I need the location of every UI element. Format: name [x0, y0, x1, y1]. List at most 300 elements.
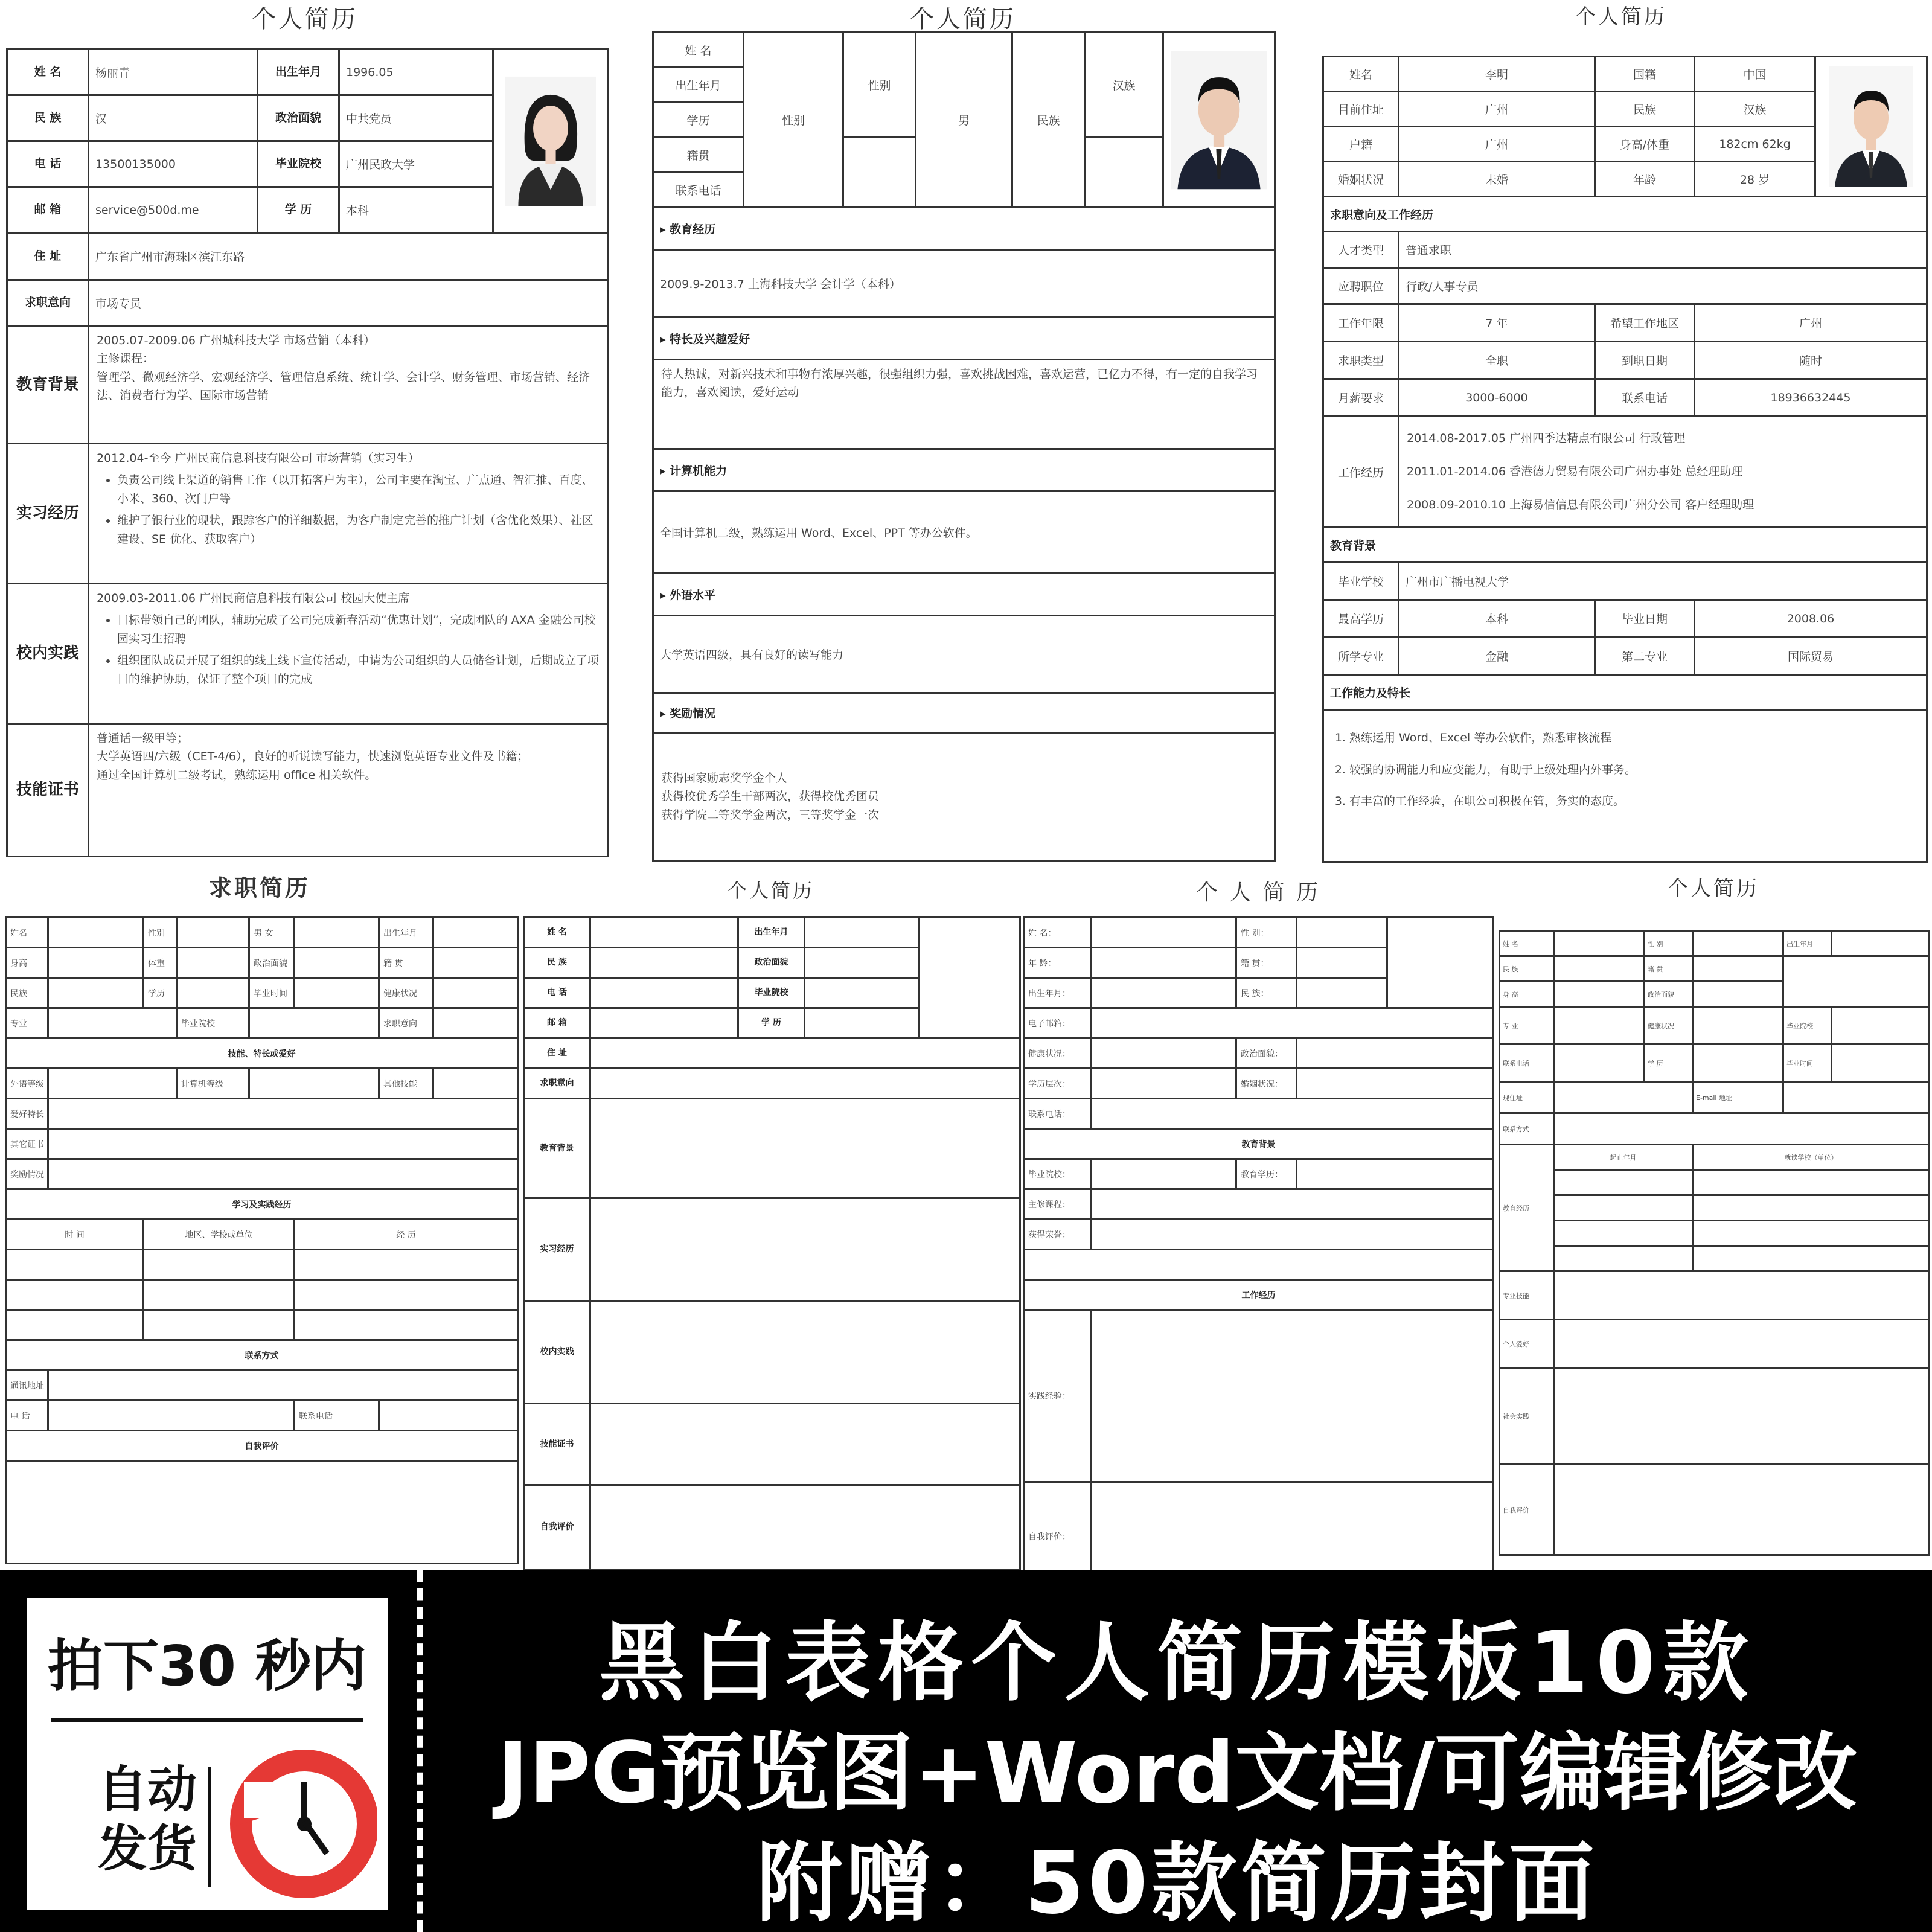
campus-heading: 2009.03-2011.06 广州民商信息科技有限公司 校园大使主席	[97, 592, 410, 605]
hobby-label: 个人爱好	[1500, 1320, 1554, 1368]
empty-cell	[1554, 1113, 1930, 1145]
resume-table	[5, 916, 519, 1564]
hobby-label: 爱好特长	[6, 1099, 48, 1129]
marital-label: 婚姻状况	[1323, 162, 1399, 197]
practice-label: 实践经验：	[1024, 1310, 1092, 1482]
male-avatar-photo	[1829, 66, 1913, 187]
height-weight-value: 182cm 62kg	[1695, 127, 1815, 162]
empty-cell	[590, 1069, 1020, 1099]
female-avatar-photo	[505, 72, 596, 211]
badge-headline: 拍下30 秒内	[47, 1634, 367, 1698]
contact-label: 联系电话	[653, 173, 744, 208]
empty-cell	[1092, 1220, 1494, 1250]
empty-cell	[295, 948, 379, 978]
name-label: 姓 名	[1500, 931, 1554, 956]
birth-label: 出生年月	[1783, 931, 1832, 956]
party-label: 政治面貌	[1645, 982, 1693, 1007]
template-title: 个人简历	[252, 5, 358, 33]
empty-cell	[1783, 1082, 1930, 1113]
marital-value: 未婚	[1399, 162, 1595, 197]
party-label: 政治面貌	[738, 948, 805, 978]
education-title-text: 教育经历	[670, 223, 716, 236]
empty-cell	[590, 978, 738, 1008]
courses-label: 主修课程：	[1024, 1189, 1092, 1220]
empty-cell	[433, 978, 518, 1008]
major-label: 所学专业	[1323, 638, 1399, 675]
arrive-label: 到职日期	[1595, 342, 1695, 379]
award-line: 获得校优秀学生干部两次，获得校优秀团员	[661, 790, 880, 804]
degree-label: 学 历	[738, 1008, 805, 1038]
skills-content	[89, 724, 608, 857]
school-label: 毕业院校	[258, 141, 339, 187]
grad-time-label: 毕业时间	[249, 978, 295, 1008]
honors-label: 获得荣誉：	[1024, 1220, 1092, 1250]
education-courses-title: 主修课程：	[97, 352, 155, 366]
skills-label: 技能证书	[7, 724, 89, 857]
empty-cell	[805, 948, 920, 978]
height-weight-label: 身高/体重	[1595, 127, 1695, 162]
empty-cell	[1297, 1159, 1494, 1189]
degree-label: 学历	[653, 103, 744, 138]
nation-label: 民 族：	[1236, 978, 1297, 1008]
hobby-title-text: 特长及兴趣爱好	[670, 333, 750, 346]
address-label: 住 址	[524, 1038, 590, 1069]
address-label: 目前住址	[1323, 92, 1399, 127]
education-section-title: 教育背景	[1024, 1129, 1494, 1159]
badge-divider	[51, 1718, 363, 1722]
template-title: 个 人 简 历	[1195, 880, 1321, 905]
intent-label: 求职意向	[7, 280, 89, 326]
grad-school-label: 毕业院校：	[1024, 1159, 1092, 1189]
self-eval-label: 自我评价：	[1024, 1482, 1092, 1591]
resume-table	[523, 916, 1021, 1570]
ethnic-label: 民 族	[524, 948, 590, 978]
empty-cell	[1554, 1007, 1645, 1044]
skill-item: 1. 熟练运用 Word、Excel 等办公软件，熟悉审核流程	[1349, 729, 1919, 747]
computer-label: 计算机等级	[177, 1069, 249, 1099]
internship-content	[89, 444, 608, 584]
certs-label: 其它证书	[6, 1129, 48, 1159]
campus-label: 校内实践	[524, 1301, 590, 1404]
health-label: 健康状况：	[1024, 1038, 1092, 1069]
empty-cell	[433, 918, 518, 948]
empty-cell	[48, 1371, 518, 1401]
award-body	[653, 733, 1275, 861]
practice-label: 社会实践	[1500, 1368, 1554, 1465]
auto-delivery-badge	[23, 1594, 391, 1914]
photo-cell	[1783, 956, 1930, 1007]
empty-cell	[295, 918, 379, 948]
email-label: 邮 箱	[524, 1008, 590, 1038]
empty-cell	[1554, 1082, 1693, 1113]
gender-label: 性 别	[1645, 931, 1693, 956]
skill-body	[1323, 710, 1927, 862]
tel-value: 18936632445	[1695, 379, 1927, 417]
party-label: 政治面貌：	[1236, 1038, 1297, 1069]
empty-cell	[590, 918, 738, 948]
work-exp-line: 2011.01-2014.06 香港德力贸易有限公司广州办事处 总经理助理	[1407, 465, 1743, 479]
phone-label: 电 话	[7, 141, 89, 187]
years-value: 7 年	[1399, 304, 1595, 342]
empty-cell	[1554, 1170, 1693, 1195]
skills-line: 大学英语四/六级（CET-4/6），良好的听说读写能力，快速浏览英语专业文件及书籍；	[97, 750, 529, 764]
ethnic-label: 民 族	[7, 95, 89, 141]
intent-section-title: 求职意向及工作经历	[1323, 197, 1927, 232]
hukou-value: 广州	[1399, 127, 1595, 162]
gender-label: 性别	[843, 33, 916, 138]
empty-cell	[1693, 1221, 1930, 1246]
name-value: 李明	[1399, 57, 1595, 92]
empty-cell	[1554, 1465, 1930, 1555]
party-label: 政治面貌	[258, 95, 339, 141]
empty-cell	[1092, 978, 1236, 1008]
salary-label: 月薪要求	[1323, 379, 1399, 417]
empty-cell	[1554, 1271, 1930, 1320]
age-label: 年龄	[1595, 162, 1695, 197]
empty-cell	[1092, 1008, 1494, 1038]
ethnic-label: 民族	[1012, 33, 1085, 208]
hobby-section-title: ▸ 特长及兴趣爱好	[653, 318, 1275, 360]
empty-cell	[1554, 1246, 1693, 1271]
resume-template-2	[646, 0, 1280, 869]
lang-label: 外语等级	[6, 1069, 48, 1099]
empty-cell	[48, 1129, 518, 1159]
tel-label: 联系电话	[1595, 379, 1695, 417]
empty-cell	[1554, 1221, 1693, 1246]
promo-banner	[0, 1570, 1932, 1932]
talent-type-value: 普通求职	[1399, 232, 1927, 268]
party-label: 政治面貌	[249, 948, 295, 978]
eval-label: 自我评价	[524, 1485, 590, 1570]
degree-value: 本科	[1399, 600, 1595, 638]
award-section-title: ▸ 奖励情况	[653, 693, 1275, 733]
period-col: 起止年月	[1554, 1145, 1693, 1170]
study-section-title: 学习及实践经历	[6, 1189, 518, 1220]
empty-cell	[1693, 1007, 1783, 1044]
empty-cell	[295, 978, 379, 1008]
award-line: 获得国家励志奖学金个人	[661, 771, 788, 785]
address-label: 住 址	[7, 233, 89, 280]
grad-date-label: 毕业日期	[1595, 600, 1695, 638]
empty-cell	[590, 948, 738, 978]
computer-section-title: ▸ 计算机能力	[653, 449, 1275, 491]
photo-cell	[1815, 57, 1927, 197]
ethnic-label: 民 族	[1500, 956, 1554, 982]
photo-cell	[1163, 33, 1275, 208]
birth-label: 出生年月	[258, 50, 339, 95]
language-title-text: 外语水平	[670, 589, 716, 602]
email-value: service@500d.me	[89, 187, 258, 233]
empty-cell	[1297, 948, 1387, 978]
work-exp-label: 工作经历	[1323, 417, 1399, 528]
study-label: 学历层次：	[1024, 1069, 1092, 1099]
campus-content	[89, 584, 608, 724]
phone-label: 电 话	[524, 978, 590, 1008]
job-type-label: 求职类型	[1323, 342, 1399, 379]
marital-label: 婚姻状况：	[1236, 1069, 1297, 1099]
address-label: 现住址	[1500, 1082, 1554, 1113]
empty-cell	[1554, 1195, 1693, 1221]
birth-label: 出生年月：	[1024, 978, 1092, 1008]
birth-label: 出生年月	[738, 918, 805, 948]
award-line: 获得学院二等奖学金两次，三等奖学金一次	[661, 808, 880, 822]
internship-bullet: • 维护了银行业的现状，跟踪客户的详细数据，为客户制定完善的推广计划（含优化效果）、社区建设、SE 优化、获取客户）	[117, 511, 600, 548]
empty-cell	[590, 1485, 1020, 1570]
empty-cell	[1554, 1044, 1645, 1082]
party2-label: 专 业	[1500, 1007, 1554, 1044]
nation-label: 籍 贯	[379, 948, 433, 978]
empty-cell	[1554, 982, 1645, 1007]
empty-cell	[177, 918, 249, 948]
ethnic-value: 汉	[89, 95, 258, 141]
award-title-text: 奖励情况	[670, 707, 716, 720]
height-label: 身高	[6, 948, 48, 978]
second-major-value: 国际贸易	[1695, 638, 1927, 675]
ethnic-label: 民族	[6, 978, 48, 1008]
empty-cell	[144, 1280, 295, 1310]
resume-template-6	[1023, 863, 1494, 1570]
empty-cell	[1832, 931, 1930, 956]
template-title: 个人简历	[727, 879, 814, 902]
empty-cell	[177, 978, 249, 1008]
grad-date-value: 2008.06	[1695, 600, 1927, 638]
nation-label: 国籍	[1595, 57, 1695, 92]
origin-label: 籍 贯：	[1236, 948, 1297, 978]
photo-cell	[493, 50, 608, 233]
ethnic-label: 民族	[1595, 92, 1695, 127]
area-value: 广州	[1695, 304, 1927, 342]
birth-label: 出生年月	[379, 918, 433, 948]
ethnic-value: 汉族	[1695, 92, 1815, 127]
resume-table	[1499, 930, 1930, 1556]
campus-bullet: • 目标带领自己的团队，辅助完成了公司完成新春活动“优惠计划”，完成团队的 AXA 金融公司校园实习生招聘	[117, 611, 600, 648]
empty-cell	[1297, 1069, 1494, 1099]
empty-cell	[1693, 1246, 1930, 1271]
empty-cell	[590, 1008, 738, 1038]
empty-cell	[6, 1250, 144, 1280]
skill-section-title: 技能、特长或爱好	[6, 1038, 518, 1069]
empty-cell	[1832, 1044, 1930, 1082]
empty-cell	[144, 1250, 295, 1280]
intent-value: 市场专员	[89, 280, 608, 326]
school-label: 毕业学校	[1323, 563, 1399, 600]
banner-subline: JPG预览图+Word文档/可编辑修改	[497, 1724, 1858, 1823]
email-label: E-mail 地址	[1693, 1082, 1783, 1113]
empty-cell	[1092, 1099, 1494, 1129]
phone-value: 13500135000	[89, 141, 258, 187]
empty-cell	[379, 1401, 518, 1431]
edu-label: 教育经历	[1500, 1145, 1554, 1271]
name-label: 姓名	[6, 918, 48, 948]
job-type-value: 全职	[1399, 342, 1595, 379]
awards-label: 奖励情况	[6, 1159, 48, 1189]
empty-cell	[48, 1069, 177, 1099]
empty-cell	[805, 1008, 920, 1038]
empty-cell	[1554, 1320, 1930, 1368]
template-title: 个人简历	[910, 5, 1016, 33]
place-col: 地区、学校或单位	[144, 1220, 295, 1250]
school-value: 广州民政大学	[339, 141, 493, 187]
skill-label: 专业技能	[1500, 1271, 1554, 1320]
degree-label: 最高学历	[1323, 600, 1399, 638]
empty-cell	[295, 1280, 518, 1310]
empty-cell	[1092, 1069, 1236, 1099]
contact-section-title: 联系方式	[6, 1340, 518, 1371]
email-label: 邮 箱	[7, 187, 89, 233]
empty-cell	[805, 918, 920, 948]
empty-cell	[590, 1404, 1020, 1485]
empty-cell	[295, 1250, 518, 1280]
empty-cell	[1693, 931, 1783, 956]
empty-cell	[1297, 1038, 1494, 1069]
origin-label: 籍 贯	[1645, 956, 1693, 982]
empty-cell	[249, 1069, 379, 1099]
empty-cell	[1554, 931, 1645, 956]
name-value: 杨丽青	[89, 50, 258, 95]
empty-cell	[6, 1310, 144, 1340]
skills-line: 普通话一级甲等；	[97, 732, 189, 745]
dashed-divider	[417, 1570, 423, 1932]
empty-cell	[433, 1008, 518, 1038]
empty-cell	[48, 1401, 295, 1431]
salary-value: 3000-6000	[1399, 379, 1595, 417]
age-label: 年 龄：	[1024, 948, 1092, 978]
empty-cell	[1693, 1195, 1930, 1221]
empty-cell	[48, 918, 144, 948]
empty-cell	[295, 1310, 518, 1340]
empty-cell	[590, 1301, 1020, 1404]
education-courses: 管理学、微观经济学、宏观经济学、管理信息系统、统计学、会计学、财务管理、市场营销、经济法、消费者行为学、国际市场营销	[97, 370, 590, 403]
male-female: 男 女	[249, 918, 295, 948]
empty-cell	[1554, 1368, 1930, 1465]
origin-label: 籍贯	[653, 138, 744, 173]
language-section-title: ▸ 外语水平	[653, 574, 1275, 616]
resume-template-4	[0, 863, 519, 1570]
talent-type-label: 人才类型	[1323, 232, 1399, 268]
name-label: 姓 名	[653, 33, 744, 68]
degree-value: 本科	[339, 187, 493, 233]
template-title: 个人简历	[1575, 5, 1667, 29]
tel-label: 联系电话	[295, 1401, 379, 1431]
degree-label: 学 历	[1645, 1044, 1693, 1082]
gender-col: 性别	[744, 33, 843, 208]
empty-cell	[1092, 1310, 1494, 1482]
phone-label: 联系电话	[1500, 1044, 1554, 1082]
resume-template-5	[520, 863, 1022, 1570]
computer-body: 全国计算机二级，熟练运用 Word、Excel、PPT 等办公软件。	[653, 491, 1275, 574]
name-label: 姓 名	[7, 50, 89, 95]
empty-cell	[48, 1159, 518, 1189]
empty-cell	[1092, 948, 1236, 978]
empty-cell	[6, 1461, 518, 1564]
internship-label: 实习经历	[7, 444, 89, 584]
hukou-label: 户籍	[1323, 127, 1399, 162]
banner-bonus-line: 附赠：50款简历封面	[756, 1834, 1598, 1932]
empty-cell	[48, 1008, 177, 1038]
school-label: 毕业院校	[177, 1008, 249, 1038]
email-label: 电子邮箱：	[1024, 1008, 1092, 1038]
resume-table	[1322, 56, 1928, 863]
resume-table	[6, 48, 609, 857]
degree-label: 学 历	[258, 187, 339, 233]
weight-label: 体重	[144, 948, 177, 978]
birth-label: 出生年月	[653, 68, 744, 103]
position-label: 应聘职位	[1323, 268, 1399, 304]
skills-line: 通过全国计算机二级考试，熟练运用 office 相关软件。	[97, 768, 377, 782]
campus-label: 校内实践	[7, 584, 89, 724]
eval-label: 自我评价	[1500, 1465, 1554, 1555]
gender-label: 性别	[144, 918, 177, 948]
skills-label: 技能证书	[524, 1404, 590, 1485]
education-heading: 2005.07-2009.06 广州城科技大学 市场营销（本科）	[97, 334, 376, 347]
hobby-body: 待人热诚，对新兴技术和事物有浓厚兴趣，很强组织力强，喜欢挑战困难，喜欢运营，已亿力不得，有一定的自我学习能力，喜欢阅读，爱好运动	[653, 360, 1275, 449]
school-col: 就读学校（单位）	[1693, 1145, 1930, 1170]
empty-cell	[1693, 956, 1783, 982]
time-col: 时 间	[6, 1220, 144, 1250]
empty-cell	[1832, 1007, 1930, 1044]
education-section-title: ▸ 教育经历	[653, 208, 1275, 250]
major-value: 金融	[1399, 638, 1595, 675]
empty-cell	[1693, 1170, 1930, 1195]
gender-label: 性 别：	[1236, 918, 1297, 948]
work-exp-line: 2014.08-2017.05 广州四季达精点有限公司 行政管理	[1407, 432, 1686, 445]
edu-degree-label: 教育学历：	[1236, 1159, 1297, 1189]
empty-cell	[1554, 956, 1645, 982]
nation-value: 中国	[1695, 57, 1815, 92]
resume-template-1	[0, 0, 610, 869]
years-label: 工作年限	[1323, 304, 1399, 342]
empty-cell	[1024, 1250, 1494, 1280]
work-section-title: 工作经历	[1024, 1280, 1494, 1310]
school-label: 毕业院校	[1783, 1007, 1832, 1044]
phone-label: 电 话	[6, 1401, 48, 1431]
empty-cell	[843, 138, 916, 208]
banner-headline: 黑白表格个人简历模板10款	[599, 1613, 1756, 1713]
resume-template-7	[1495, 863, 1932, 1570]
badge-vertical-divider	[208, 1767, 211, 1887]
empty-cell	[177, 948, 249, 978]
second-major-label: 第二专业	[1595, 638, 1695, 675]
internship-bullet: • 负责公司线上渠道的销售工作（以开拓客户为主），公司主要在淘宝、广点通、智汇推、百度、小米、360、次门户等	[117, 471, 600, 508]
empty-cell	[1297, 978, 1387, 1008]
contact-label: 联系方式	[1500, 1113, 1554, 1145]
address-value: 广州	[1399, 92, 1595, 127]
school-value: 广州市广播电视大学	[1399, 563, 1927, 600]
empty-cell	[1693, 982, 1783, 1007]
empty-cell	[433, 948, 518, 978]
resume-table	[1023, 916, 1494, 1591]
internship-label: 实习经历	[524, 1198, 590, 1301]
empty-cell	[48, 978, 144, 1008]
health-label: 健康状况	[379, 978, 433, 1008]
empty-cell	[1092, 1189, 1494, 1220]
work-exp-body	[1399, 417, 1927, 528]
education-label: 教育背景	[524, 1099, 590, 1198]
addr-label: 通讯地址	[6, 1371, 48, 1401]
empty-cell	[1092, 1038, 1236, 1069]
other-skill-label: 其他技能	[379, 1069, 433, 1099]
address-value: 广东省广州市海珠区滨江东路	[89, 233, 608, 280]
empty-cell	[433, 1069, 518, 1099]
birth-value: 1996.05	[339, 50, 493, 95]
resume-template-3	[1310, 0, 1932, 869]
height-label: 身 高	[1500, 982, 1554, 1007]
major-label: 专业	[6, 1008, 48, 1038]
empty-cell	[6, 1280, 144, 1310]
campus-bullet: • 组织团队成员开展了组织的线上线下宣传活动，申请为公司组织的人员储备计划，后期成立了项目的维护协助，保证了整个项目的完成	[117, 651, 600, 688]
school-label: 毕业院校	[738, 978, 805, 1008]
template-title: 个人简历	[1668, 877, 1759, 901]
